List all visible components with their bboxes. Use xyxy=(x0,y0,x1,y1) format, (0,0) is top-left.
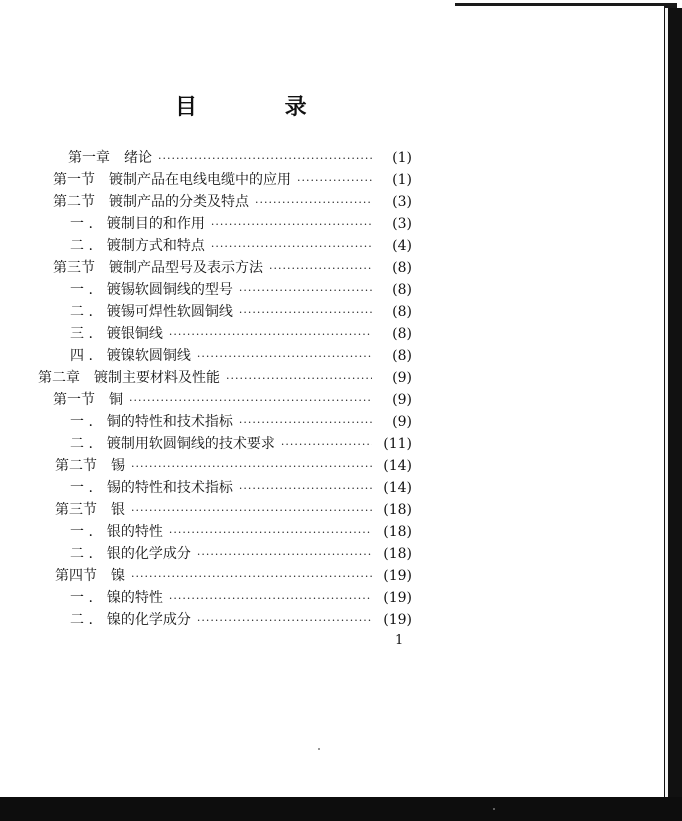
toc-entry-page: (11) xyxy=(383,436,412,452)
toc-entry-title: 镀锡软圆铜线的型号 xyxy=(106,282,233,298)
toc-entry-title: 镍的特性 xyxy=(106,590,163,606)
scan-bottom-shadow xyxy=(0,797,682,821)
toc-entry xyxy=(70,213,412,235)
toc-entry xyxy=(68,147,412,169)
toc-entry xyxy=(70,345,412,367)
scan-speck xyxy=(493,808,495,810)
toc-entry-label: 第一节 xyxy=(53,172,95,188)
toc-entry-title: 银的化学成分 xyxy=(106,546,191,562)
toc-leader-dots xyxy=(158,152,372,165)
toc-entry-label: 第二节 xyxy=(53,194,95,210)
toc-entry-label: 一 . xyxy=(70,282,93,298)
toc-entry-label: 第四节 xyxy=(55,568,97,584)
toc-entry-title: 镀制产品型号及表示方法 xyxy=(109,260,263,276)
toc-leader-dots xyxy=(169,328,372,341)
toc-entry xyxy=(53,389,412,411)
toc-entry-title: 锡的特性和技术指标 xyxy=(106,480,233,496)
toc-entry-page: (9) xyxy=(392,414,412,430)
toc-entry xyxy=(53,257,412,279)
toc-entry-page: (8) xyxy=(392,260,412,276)
toc-entry-page: (18) xyxy=(383,502,412,518)
toc-entry xyxy=(70,609,412,631)
toc-leader-dots xyxy=(131,570,372,583)
toc-entry-title: 绪论 xyxy=(124,150,152,166)
toc-entry-label: 第二节 xyxy=(55,458,97,474)
toc-entry-page: (8) xyxy=(392,326,412,342)
toc-entry-label: 二 . xyxy=(70,546,93,562)
toc-entry-page: (19) xyxy=(383,612,412,628)
toc-entry-title: 镀制目的和作用 xyxy=(106,216,205,232)
toc-leader-dots xyxy=(169,526,372,539)
toc-leader-dots xyxy=(269,262,372,275)
toc-entry-page: (9) xyxy=(392,392,412,408)
toc-entry-page: (14) xyxy=(383,480,412,496)
toc-entry-title: 镍 xyxy=(111,568,125,584)
toc-entry-label: 第三节 xyxy=(53,260,95,276)
toc-entry-title: 镀制用软圆铜线的技术要求 xyxy=(106,436,275,452)
toc-entry-label: 二 . xyxy=(70,238,93,254)
toc-entry-label: 第二章 xyxy=(38,370,80,386)
toc-entry-label: 二 . xyxy=(70,612,93,628)
toc-entry xyxy=(55,455,412,477)
toc-entry-label: 一 . xyxy=(70,480,93,496)
toc-entry-page: (19) xyxy=(383,568,412,584)
toc-entry xyxy=(70,279,412,301)
toc-leader-dots xyxy=(131,504,372,517)
toc-entry xyxy=(53,169,412,191)
toc-entry-title: 镀制方式和特点 xyxy=(106,238,205,254)
scan-speck xyxy=(318,748,320,750)
page-title: 目 录 xyxy=(175,95,347,120)
toc-entry-page: (8) xyxy=(392,304,412,320)
page-number: 1 xyxy=(395,633,404,648)
toc-entry-title: 银 xyxy=(111,502,125,518)
toc-entry-label: 一 . xyxy=(70,524,93,540)
toc-entry xyxy=(53,191,412,213)
toc-leader-dots xyxy=(211,240,372,253)
toc-leader-dots xyxy=(297,174,372,187)
toc-entry-page: (8) xyxy=(392,282,412,298)
toc-entry-page: (4) xyxy=(392,238,412,254)
toc-leader-dots xyxy=(197,614,372,627)
toc-leader-dots xyxy=(197,548,372,561)
toc-entry-title: 镀银铜线 xyxy=(106,326,163,342)
toc-leader-dots xyxy=(129,394,372,407)
toc-entry-label: 第一章 xyxy=(68,150,110,166)
toc-leader-dots xyxy=(226,372,372,385)
toc-entry-title: 银的特性 xyxy=(106,524,163,540)
toc-entry-label: 二 . xyxy=(70,436,93,452)
toc-entry-page: (1) xyxy=(392,150,412,166)
toc-entry-page: (9) xyxy=(392,370,412,386)
toc-entry-title: 镀制产品在电线电缆中的应用 xyxy=(109,172,291,188)
toc-entry-title: 铜 xyxy=(109,392,123,408)
toc-leader-dots xyxy=(239,284,372,297)
toc-leader-dots xyxy=(211,218,372,231)
toc-leader-dots xyxy=(197,350,372,363)
toc-entry-label: 一 . xyxy=(70,590,93,606)
toc-entry-title: 镍的化学成分 xyxy=(106,612,191,628)
toc-leader-dots xyxy=(239,306,372,319)
toc-entry xyxy=(70,543,412,565)
scan-right-highlight xyxy=(665,8,668,798)
toc-entry xyxy=(70,301,412,323)
toc-entry xyxy=(70,323,412,345)
toc-entry-page: (3) xyxy=(392,216,412,232)
toc-leader-dots xyxy=(131,460,372,473)
toc-entry-page: (8) xyxy=(392,348,412,364)
toc-entry-title: 镀镍软圆铜线 xyxy=(106,348,191,364)
toc-entry xyxy=(70,477,412,499)
toc-entry-page: (18) xyxy=(383,546,412,562)
toc-entry xyxy=(55,499,412,521)
toc-leader-dots xyxy=(255,196,372,209)
toc-entry-page: (19) xyxy=(383,590,412,606)
toc-entry xyxy=(70,433,412,455)
toc-entry-label: 三 . xyxy=(70,326,93,342)
toc-entry-title: 镀制主要材料及性能 xyxy=(94,370,220,386)
toc-entry-label: 一 . xyxy=(70,414,93,430)
toc-entry-label: 第三节 xyxy=(55,502,97,518)
toc-entry-page: (1) xyxy=(392,172,412,188)
toc-entry-label: 第一节 xyxy=(53,392,95,408)
toc-leader-dots xyxy=(239,482,372,495)
toc-entry-title: 镀锡可焊性软圆铜线 xyxy=(106,304,233,320)
toc-leader-dots xyxy=(239,416,372,429)
toc-leader-dots xyxy=(169,592,372,605)
toc-entry-page: (14) xyxy=(383,458,412,474)
toc-entry xyxy=(70,521,412,543)
toc-entry xyxy=(70,411,412,433)
toc-entry xyxy=(70,235,412,257)
toc-entry xyxy=(55,565,412,587)
toc-entry-label: 一 . xyxy=(70,216,93,232)
toc-entry-title: 镀制产品的分类及特点 xyxy=(109,194,249,210)
toc-entry-page: (3) xyxy=(392,194,412,210)
toc-entry xyxy=(38,367,412,389)
toc-entry-label: 二 . xyxy=(70,304,93,320)
toc-entry xyxy=(70,587,412,609)
toc-entry-title: 铜的特性和技术指标 xyxy=(106,414,233,430)
toc-entry-title: 锡 xyxy=(111,458,125,474)
toc-entry-page: (18) xyxy=(383,524,412,540)
toc-entry-label: 四 . xyxy=(70,348,93,364)
toc-leader-dots xyxy=(281,438,372,451)
